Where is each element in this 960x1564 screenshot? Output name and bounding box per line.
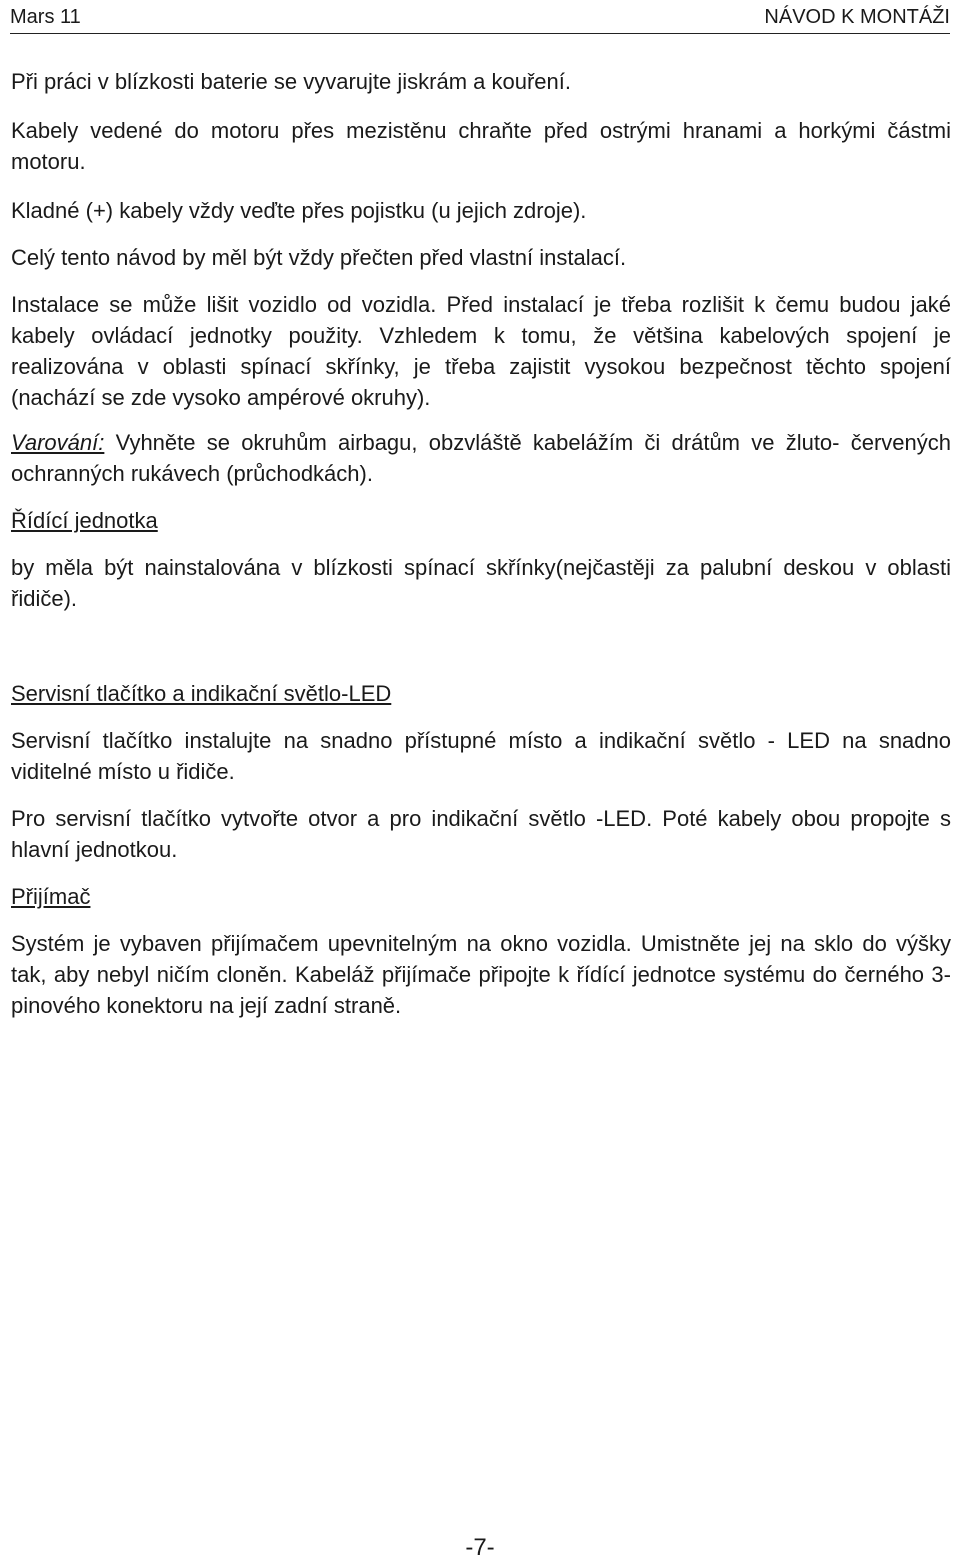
service-button-heading: Servisní tlačítko a indikační světlo-LED [11,681,392,706]
service-button-text: Servisní tlačítko instalujte na snadno přístupné místo a indikační světlo - LED na snadno viditelné místo u řidiče. [11,728,951,784]
airbag-warning [11,427,951,489]
fuse-note: Kladné (+) kabely vždy veďte přes pojistku (u jejich zdroje). [11,198,587,223]
page-footer [0,1534,960,1562]
cable-protection-note: Kabely vedené do motoru přes mezistěnu chraňte před ostrými hranami a horkými částmi motoru. [11,118,951,174]
read-manual-note: Celý tento návod by měl být vždy přečten před vlastní instalací. [11,245,627,270]
battery-warning: Při práci v blízkosti baterie se vyvarujte jiskrám a kouření. [11,69,571,94]
page-body [11,66,951,1021]
installation-note: Instalace se může lišit vozidlo od vozidla. Před instalací je třeba rozlišit k čemu budou jaké kabely ovládací jednotky použity. Vzhledem k tomu, že většina kabelových spojení je realizována v oblasti spínací skřínky, je třeba zajistit vysokou bezpečnost těchto spojení (nachází se zde vysoko ampérové okruhy). [11,292,951,410]
receiver-text: Systém je vybaven přijímačem upevnitelným na okno vozidla. Umistněte jej na sklo do výšky tak, aby nebyl ničím cloněn. Kabeláž přijímače připojte k řídící jednotce systému do černého 3-pinového konektoru na její zadní straně. [11,931,951,1018]
service-led-text: Pro servisní tlačítko vytvořte otvor a pro indikační světlo -LED. Poté kabely obou propojte s hlavní jednotkou. [11,806,951,862]
page-number: -7- [465,1534,495,1561]
header-title: Mars 11 [10,5,81,28]
warning-text: Vyhněte se okruhům airbagu, obzvláště kabelážím či drátům ve žluto- červených ochranných rukávech (průchodkách). [11,430,951,486]
control-unit-heading: Řídící jednotka [11,508,158,533]
warning-label: Varování: [11,430,105,455]
control-unit-text: by měla být nainstalována v blízkosti spínací skřínky(nejčastěji za palubní deskou v oblasti řidiče). [11,555,951,611]
header-section: NÁVOD K MONTÁŽI [764,5,950,28]
receiver-heading: Přijímač [11,884,91,909]
page-header [10,3,950,34]
